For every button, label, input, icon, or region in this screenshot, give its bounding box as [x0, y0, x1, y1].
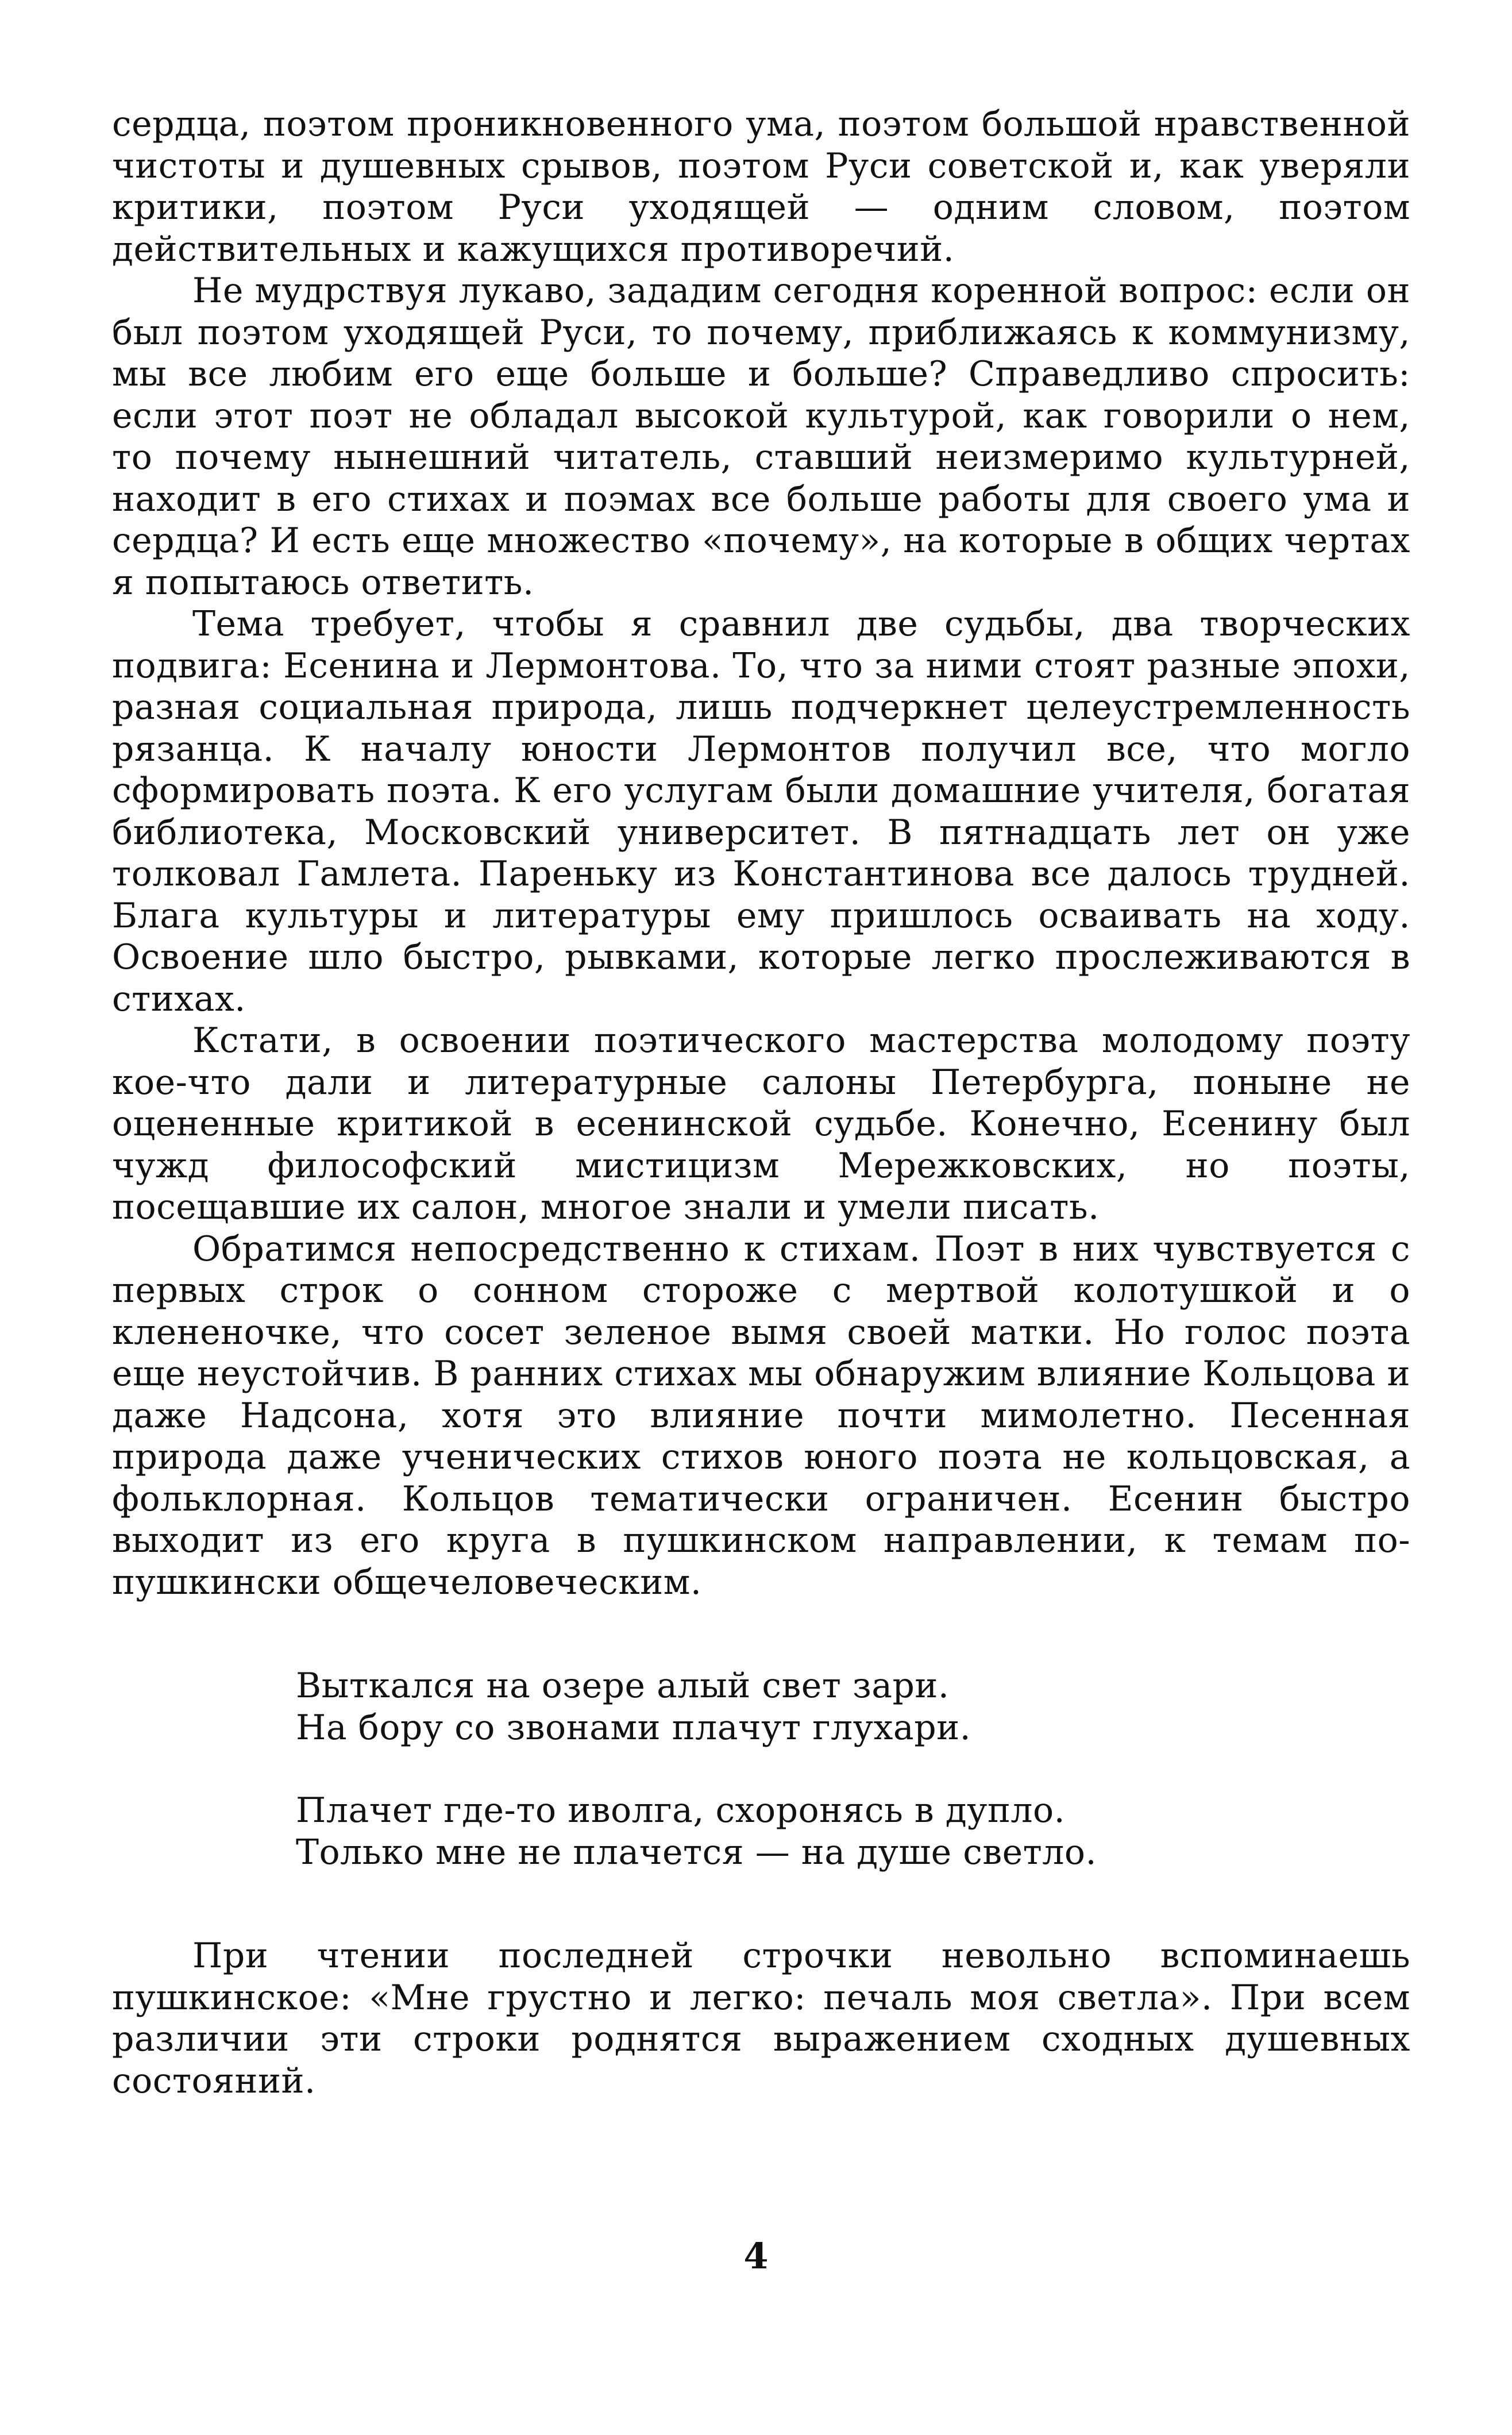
poem-line: Плачет где-то иволга, схоронясь в дупло. [296, 1790, 1066, 1831]
poem-line: Только мне не плачется — на душе светло. [296, 1832, 1097, 1873]
poem-stanza-2 [296, 1790, 1410, 1873]
paragraph-early-poems: Обратимся непосредственно к стихам. Поэт в них чувствуется с первых строк о сонном стороже с мертвой колотушкой и о клененочке, что сосет зеленое вымя своей матки. Но голос поэта еще неустойчив. В ранних стихах мы обнаружим влияние Кольцова и даже Надсона, хотя это влияние почти мимолетно. Песенная природа даже ученических стихов юного поэта не кольцовская, а фольклорная. Кольцов тематически ограничен. Есенин быстро выходит из его круга в пушкинском направлении, к темам по-пушкински общечеловеческим. [112, 1228, 1410, 1602]
paragraph-literary-salons: Кстати, в освоении поэтического мастерства молодому поэту кое-что дали и литературные салоны Петербурга, поныне не оцененные критикой в есенинской судьбе. Конечно, Есенину был чужд философский мистицизм Мережковских, но поэты, посещавшие их салон, многое знали и умели писать. [112, 1020, 1410, 1227]
poem-line: Выткался на озере алый свет зари. [296, 1666, 950, 1706]
page-number: 4 [743, 2235, 769, 2277]
paragraph-two-fates: Тема требует, чтобы я сравнил две судьбы, два творческих подвига: Есенина и Лермонтова. То, что за ними стоят разные эпохи, разная социальная природа, лишь подчеркнет целеустремленность рязанца. К началу юности Лермонтов получил все, что могло сформировать поэта. К его услугам были домашние учителя, богатая библиотека, Московский университет. В пятнадцать лет он уже толковал Гамлета. Пареньку из Константинова все далось трудней. Блага культуры и литературы ему пришлось осваивать на ходу. Освоение шло быстро, рывками, которые легко прослеживаются в стихах. [112, 604, 1410, 1019]
paragraph-pushkin-comparison: При чтении последней строчки невольно вспоминаешь пушкинское: «Мне грустно и легко: печаль моя светла». При всем различии эти строки роднятся выражением сходных душевных состояний. [112, 1936, 1410, 2101]
page-body [112, 103, 1410, 2102]
poem-line: На бору со звонами плачут глухари. [296, 1707, 971, 1748]
poem-quote [296, 1665, 1410, 1873]
paragraph-continuation: сердца, поэтом проникновенного ума, поэтом большой нравственной чистоты и душевных срывов, поэтом Руси советской и, как уверяли критики, поэтом Руси уходящей — одним словом, поэтом действительных и кажущихся противоречий. [112, 104, 1410, 269]
paragraph-root-question: Не мудрствуя лукаво, зададим сегодня коренной вопрос: если он был поэтом уходящей Руси, то почему, приближаясь к коммунизму, мы все любим его еще больше и больше? Справедливо спросить: если этот поэт не обладал высокой культурой, как говорили о нем, то почему нынешний читатель, ставший неизмеримо культурней, находит в его стихах и поэмах все больше работы для своего ума и сердца? И есть еще множество «почему», на которые в общих чертах я попытаюсь ответить. [112, 271, 1410, 603]
poem-stanza-1 [296, 1665, 1410, 1748]
